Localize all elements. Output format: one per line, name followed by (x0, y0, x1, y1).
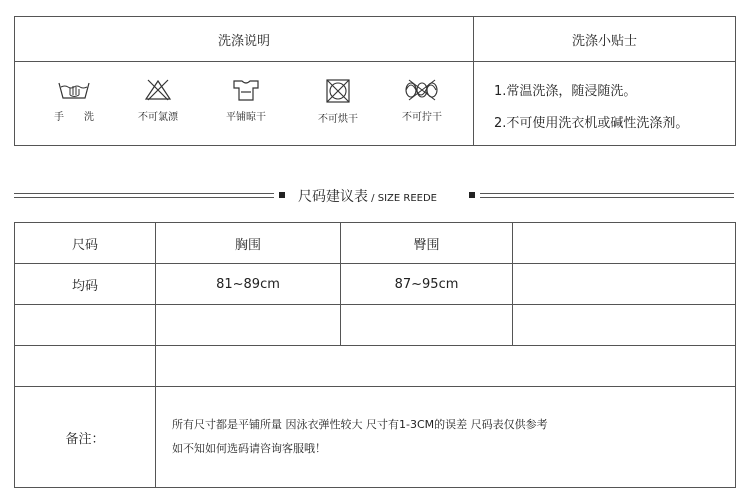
care-item-no-tumble-dry: 不可烘干 (303, 78, 373, 125)
header-size: 尺码 (15, 223, 156, 264)
care-item-no-bleach: 不可氯漂 (123, 78, 193, 123)
no-wring-icon (403, 78, 441, 102)
cell-empty (15, 305, 156, 346)
care-item-no-wring: 不可拧干 (387, 78, 457, 123)
cell-size: 均码 (15, 264, 156, 305)
table-row (15, 264, 736, 305)
table-row-empty (15, 305, 736, 346)
header-empty (513, 223, 736, 264)
title-right-marker (469, 192, 475, 198)
cell-empty-merged (156, 346, 736, 387)
note-text (156, 387, 736, 488)
note-line-1: 所有尺寸都是平铺所量 因泳衣弹性较大 尺寸有1-3CM的误差 尺码表仅供参考 (172, 418, 548, 431)
no-bleach-icon (143, 78, 173, 102)
no-tumble-dry-icon (324, 78, 352, 104)
cell-empty (341, 305, 513, 346)
cell-empty (15, 346, 156, 387)
size-chart-title: 尺码建议表 / SIZE REEDE (298, 189, 437, 205)
care-item-hand-wash: 手 洗 (39, 78, 109, 123)
cell-empty (156, 305, 341, 346)
note-label: 备注： (15, 387, 156, 488)
wash-tips-header: 洗涤小贴士 (474, 17, 735, 62)
cell-empty (513, 264, 736, 305)
size-chart-table (14, 222, 736, 488)
title-left-marker (279, 192, 285, 198)
wash-tips (474, 62, 735, 145)
title-left-rule (14, 193, 274, 198)
header-bust: 胸围 (156, 223, 341, 264)
hand-wash-icon (57, 78, 91, 102)
title-right-rule (480, 193, 734, 198)
note-row (15, 387, 736, 488)
wash-tip-1: 1.常温洗涤，随浸随洗。 (494, 84, 637, 99)
cell-hip: 87~95cm (341, 264, 513, 305)
care-item-dry-flat: 平铺晾干 (211, 78, 281, 123)
care-icons-row (15, 62, 474, 145)
wash-tip-2: 2.不可使用洗衣机或碱性洗涤剂。 (494, 116, 689, 131)
size-table-header-row (15, 223, 736, 264)
dry-flat-icon (231, 78, 261, 102)
note-line-2: 如不知如何选码请咨询客服哦！ (172, 442, 326, 455)
cell-empty (513, 305, 736, 346)
cell-bust: 81~89cm (156, 264, 341, 305)
care-instructions-box (14, 16, 736, 146)
table-row-empty-merged (15, 346, 736, 387)
header-hip: 臀围 (341, 223, 513, 264)
wash-instructions-header: 洗涤说明 (15, 17, 474, 62)
